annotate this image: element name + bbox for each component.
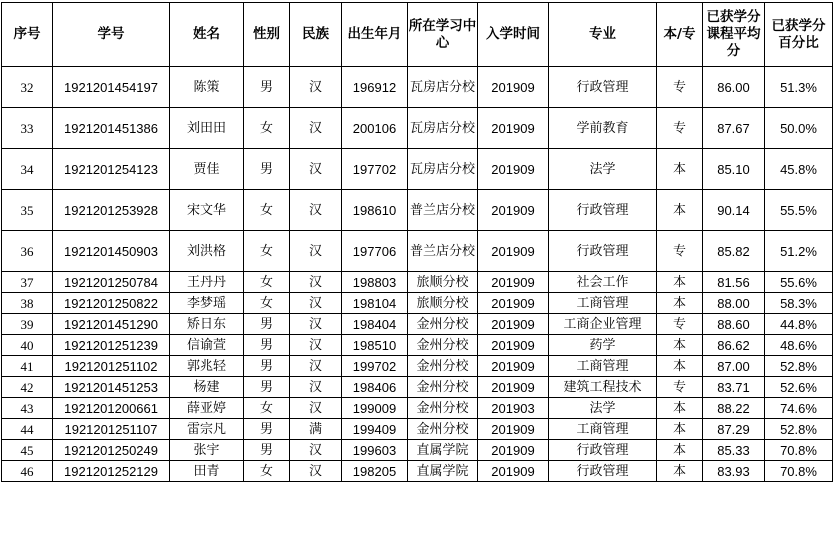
cell-level: 本: [657, 293, 703, 314]
cell-credit-percentage: 48.6%: [765, 335, 833, 356]
cell-birth: 198406: [342, 377, 408, 398]
cell-student-id: 1921201451290: [53, 314, 170, 335]
cell-name: 信谕萱: [170, 335, 244, 356]
cell-student-id: 1921201450903: [53, 231, 170, 272]
cell-level: 本: [657, 398, 703, 419]
cell-seq: 37: [2, 272, 53, 293]
cell-student-id: 1921201451386: [53, 108, 170, 149]
table-row: [2, 377, 833, 398]
cell-student-id: 1921201253928: [53, 190, 170, 231]
cell-seq: 38: [2, 293, 53, 314]
cell-gender: 男: [244, 419, 290, 440]
cell-student-id: 1921201251107: [53, 419, 170, 440]
cell-ethnicity: 汉: [290, 440, 342, 461]
cell-gender: 男: [244, 440, 290, 461]
cell-ethnicity: 汉: [290, 108, 342, 149]
cell-student-id: 1921201251239: [53, 335, 170, 356]
cell-name: 张宇: [170, 440, 244, 461]
cell-credit-percentage: 55.6%: [765, 272, 833, 293]
cell-seq: 39: [2, 314, 53, 335]
table-row: [2, 398, 833, 419]
cell-major: 法学: [549, 149, 657, 190]
student-score-table: [1, 2, 833, 482]
cell-ethnicity: 汉: [290, 377, 342, 398]
table-row: [2, 356, 833, 377]
table-row: [2, 108, 833, 149]
cell-name: 刘田田: [170, 108, 244, 149]
cell-level: 专: [657, 231, 703, 272]
table-row: [2, 272, 833, 293]
cell-birth: 199409: [342, 419, 408, 440]
header-seq: 序号: [2, 3, 53, 67]
cell-credit-percentage: 58.3%: [765, 293, 833, 314]
cell-credit-percentage: 52.8%: [765, 356, 833, 377]
cell-average-score: 81.56: [703, 272, 765, 293]
cell-level: 专: [657, 314, 703, 335]
cell-credit-percentage: 50.0%: [765, 108, 833, 149]
cell-birth: 198104: [342, 293, 408, 314]
cell-name: 雷宗凡: [170, 419, 244, 440]
cell-name: 宋文华: [170, 190, 244, 231]
cell-gender: 男: [244, 149, 290, 190]
cell-credit-percentage: 45.8%: [765, 149, 833, 190]
cell-center: 普兰店分校: [408, 190, 478, 231]
header-student-id: 学号: [53, 3, 170, 67]
cell-seq: 32: [2, 67, 53, 108]
cell-enroll: 201909: [478, 335, 549, 356]
cell-major: 行政管理: [549, 190, 657, 231]
cell-average-score: 90.14: [703, 190, 765, 231]
cell-average-score: 86.00: [703, 67, 765, 108]
cell-seq: 43: [2, 398, 53, 419]
cell-ethnicity: 汉: [290, 190, 342, 231]
header-major: 专业: [549, 3, 657, 67]
cell-average-score: 88.00: [703, 293, 765, 314]
cell-major: 工商管理: [549, 356, 657, 377]
cell-center: 金州分校: [408, 356, 478, 377]
cell-name: 贾佳: [170, 149, 244, 190]
cell-center: 直属学院: [408, 440, 478, 461]
header-ethnicity: 民族: [290, 3, 342, 67]
cell-enroll: 201909: [478, 461, 549, 482]
cell-enroll: 201909: [478, 108, 549, 149]
cell-major: 药学: [549, 335, 657, 356]
cell-credit-percentage: 51.3%: [765, 67, 833, 108]
cell-level: 本: [657, 440, 703, 461]
cell-center: 直属学院: [408, 461, 478, 482]
cell-student-id: 1921201251102: [53, 356, 170, 377]
cell-center: 瓦房店分校: [408, 108, 478, 149]
cell-major: 行政管理: [549, 440, 657, 461]
cell-student-id: 1921201200661: [53, 398, 170, 419]
cell-seq: 45: [2, 440, 53, 461]
cell-average-score: 86.62: [703, 335, 765, 356]
cell-level: 本: [657, 356, 703, 377]
cell-major: 行政管理: [549, 461, 657, 482]
cell-enroll: 201909: [478, 356, 549, 377]
table-row: [2, 335, 833, 356]
cell-ethnicity: 汉: [290, 314, 342, 335]
cell-birth: 198510: [342, 335, 408, 356]
table-row: [2, 419, 833, 440]
cell-level: 本: [657, 419, 703, 440]
cell-birth: 198404: [342, 314, 408, 335]
cell-seq: 44: [2, 419, 53, 440]
cell-name: 田青: [170, 461, 244, 482]
cell-gender: 男: [244, 67, 290, 108]
cell-major: 行政管理: [549, 231, 657, 272]
table-row: [2, 190, 833, 231]
cell-enroll: 201909: [478, 293, 549, 314]
cell-average-score: 87.00: [703, 356, 765, 377]
cell-average-score: 88.60: [703, 314, 765, 335]
cell-gender: 男: [244, 314, 290, 335]
cell-average-score: 87.29: [703, 419, 765, 440]
cell-student-id: 1921201250784: [53, 272, 170, 293]
cell-ethnicity: 汉: [290, 67, 342, 108]
cell-center: 金州分校: [408, 419, 478, 440]
cell-gender: 男: [244, 335, 290, 356]
cell-enroll: 201909: [478, 440, 549, 461]
cell-major: 学前教育: [549, 108, 657, 149]
cell-seq: 42: [2, 377, 53, 398]
cell-level: 本: [657, 272, 703, 293]
cell-major: 建筑工程技术: [549, 377, 657, 398]
cell-student-id: 1921201252129: [53, 461, 170, 482]
cell-gender: 女: [244, 108, 290, 149]
cell-credit-percentage: 52.8%: [765, 419, 833, 440]
cell-average-score: 83.93: [703, 461, 765, 482]
cell-ethnicity: 汉: [290, 231, 342, 272]
cell-ethnicity: 汉: [290, 461, 342, 482]
header-gender: 性别: [244, 3, 290, 67]
cell-name: 陈策: [170, 67, 244, 108]
cell-student-id: 1921201250822: [53, 293, 170, 314]
cell-gender: 女: [244, 231, 290, 272]
cell-credit-percentage: 70.8%: [765, 440, 833, 461]
cell-level: 本: [657, 149, 703, 190]
cell-average-score: 83.71: [703, 377, 765, 398]
cell-birth: 198803: [342, 272, 408, 293]
cell-center: 金州分校: [408, 335, 478, 356]
table-row: [2, 293, 833, 314]
cell-ethnicity: 汉: [290, 149, 342, 190]
table-row: [2, 67, 833, 108]
cell-credit-percentage: 70.8%: [765, 461, 833, 482]
cell-ethnicity: 汉: [290, 356, 342, 377]
cell-enroll: 201909: [478, 419, 549, 440]
cell-seq: 41: [2, 356, 53, 377]
cell-center: 旅顺分校: [408, 272, 478, 293]
cell-gender: 女: [244, 272, 290, 293]
cell-average-score: 87.67: [703, 108, 765, 149]
cell-gender: 女: [244, 398, 290, 419]
cell-credit-percentage: 44.8%: [765, 314, 833, 335]
cell-level: 本: [657, 190, 703, 231]
cell-credit-percentage: 55.5%: [765, 190, 833, 231]
cell-name: 薛亚婷: [170, 398, 244, 419]
cell-average-score: 85.82: [703, 231, 765, 272]
cell-name: 矫日东: [170, 314, 244, 335]
cell-center: 旅顺分校: [408, 293, 478, 314]
header-credit-percentage: 已获学分百分比: [765, 3, 833, 67]
table-header-row: [2, 3, 833, 67]
cell-level: 专: [657, 108, 703, 149]
cell-birth: 199009: [342, 398, 408, 419]
cell-major: 工商企业管理: [549, 314, 657, 335]
cell-birth: 198205: [342, 461, 408, 482]
table-row: [2, 149, 833, 190]
cell-level: 本: [657, 335, 703, 356]
cell-birth: 197706: [342, 231, 408, 272]
cell-ethnicity: 汉: [290, 398, 342, 419]
cell-ethnicity: 满: [290, 419, 342, 440]
cell-level: 专: [657, 377, 703, 398]
cell-gender: 男: [244, 356, 290, 377]
cell-student-id: 1921201454197: [53, 67, 170, 108]
cell-center: 金州分校: [408, 314, 478, 335]
cell-seq: 34: [2, 149, 53, 190]
table-row: [2, 314, 833, 335]
cell-center: 瓦房店分校: [408, 149, 478, 190]
cell-enroll: 201909: [478, 149, 549, 190]
cell-center: 瓦房店分校: [408, 67, 478, 108]
cell-credit-percentage: 52.6%: [765, 377, 833, 398]
cell-center: 普兰店分校: [408, 231, 478, 272]
cell-enroll: 201909: [478, 377, 549, 398]
table-body: [2, 67, 833, 482]
cell-average-score: 88.22: [703, 398, 765, 419]
header-birth: 出生年月: [342, 3, 408, 67]
cell-name: 刘洪格: [170, 231, 244, 272]
cell-student-id: 1921201250249: [53, 440, 170, 461]
cell-average-score: 85.10: [703, 149, 765, 190]
table-row: [2, 231, 833, 272]
cell-student-id: 1921201254123: [53, 149, 170, 190]
cell-ethnicity: 汉: [290, 335, 342, 356]
cell-seq: 46: [2, 461, 53, 482]
cell-enroll: 201909: [478, 231, 549, 272]
cell-major: 社会工作: [549, 272, 657, 293]
cell-student-id: 1921201451253: [53, 377, 170, 398]
cell-birth: 199702: [342, 356, 408, 377]
cell-level: 本: [657, 461, 703, 482]
cell-seq: 36: [2, 231, 53, 272]
cell-enroll: 201909: [478, 272, 549, 293]
cell-center: 金州分校: [408, 377, 478, 398]
table-row: [2, 461, 833, 482]
cell-enroll: 201909: [478, 314, 549, 335]
cell-birth: 197702: [342, 149, 408, 190]
cell-seq: 33: [2, 108, 53, 149]
cell-enroll: 201909: [478, 190, 549, 231]
cell-gender: 女: [244, 461, 290, 482]
cell-seq: 35: [2, 190, 53, 231]
cell-name: 郭兆轻: [170, 356, 244, 377]
cell-birth: 198610: [342, 190, 408, 231]
header-average-score: 已获学分课程平均分: [703, 3, 765, 67]
cell-major: 行政管理: [549, 67, 657, 108]
cell-name: 王丹丹: [170, 272, 244, 293]
header-name: 姓名: [170, 3, 244, 67]
cell-birth: 200106: [342, 108, 408, 149]
cell-name: 李梦瑶: [170, 293, 244, 314]
cell-gender: 男: [244, 377, 290, 398]
cell-major: 法学: [549, 398, 657, 419]
header-level: 本/专: [657, 3, 703, 67]
table-row: [2, 440, 833, 461]
cell-level: 专: [657, 67, 703, 108]
cell-average-score: 85.33: [703, 440, 765, 461]
cell-major: 工商管理: [549, 419, 657, 440]
cell-ethnicity: 汉: [290, 272, 342, 293]
cell-major: 工商管理: [549, 293, 657, 314]
cell-gender: 女: [244, 190, 290, 231]
cell-enroll: 201909: [478, 67, 549, 108]
cell-seq: 40: [2, 335, 53, 356]
header-enroll: 入学时间: [478, 3, 549, 67]
cell-credit-percentage: 74.6%: [765, 398, 833, 419]
cell-name: 杨建: [170, 377, 244, 398]
cell-credit-percentage: 51.2%: [765, 231, 833, 272]
cell-ethnicity: 汉: [290, 293, 342, 314]
header-center: 所在学习中心: [408, 3, 478, 67]
cell-center: 金州分校: [408, 398, 478, 419]
cell-gender: 女: [244, 293, 290, 314]
cell-birth: 196912: [342, 67, 408, 108]
cell-birth: 199603: [342, 440, 408, 461]
cell-enroll: 201903: [478, 398, 549, 419]
